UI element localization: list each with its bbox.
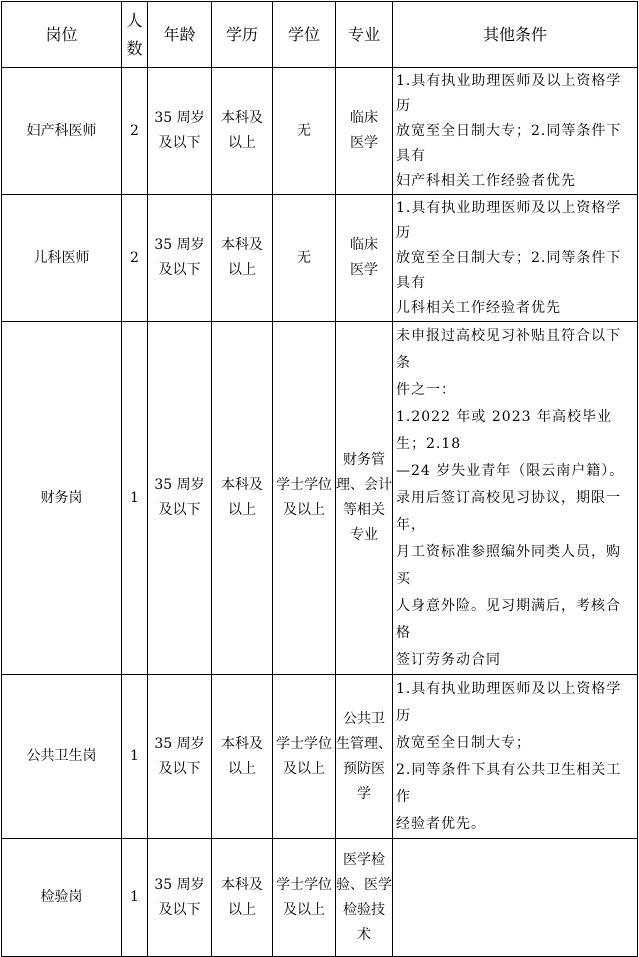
table-row xyxy=(2,322,638,675)
table-row xyxy=(2,839,638,957)
cell-major: 财务管 理、会计 等相关 专业 xyxy=(336,322,393,675)
cell-education: 本科及 以上 xyxy=(212,839,273,957)
cell-major: 医学检 验、医学 检验技 术 xyxy=(336,839,393,957)
condition-line: 1.2022 年或 2023 年高校毕业生；2.18 xyxy=(396,409,612,452)
condition-line: 1.具有执业助理医师及以上资格学历 xyxy=(396,73,622,114)
condition-line: 件之一： xyxy=(396,382,456,398)
cell-other-conditions xyxy=(393,322,638,675)
header-major: 专业 xyxy=(336,2,393,68)
cell-major: 临床 医学 xyxy=(336,68,393,195)
condition-line: 经验者优先。 xyxy=(396,816,486,832)
cell-count: 2 xyxy=(122,195,148,322)
cell-age: 35 周岁 及以下 xyxy=(148,675,212,839)
cell-major: 公共卫 生管理、 预防医 学 xyxy=(336,675,393,839)
cell-education: 本科及 以上 xyxy=(212,68,273,195)
cell-major: 临床 医学 xyxy=(336,195,393,322)
header-count: 人 数 xyxy=(122,2,148,68)
cell-post: 财务岗 xyxy=(2,322,122,675)
header-post: 岗位 xyxy=(2,2,122,68)
table-row xyxy=(2,675,638,839)
condition-line: 未申报过高校见习补贴且符合以下条 xyxy=(396,328,621,371)
cell-count: 1 xyxy=(122,839,148,957)
condition-line: 人身意外险。见习期满后，考核合格 xyxy=(396,598,621,641)
condition-line: —24 岁失业青年（限云南户籍）。 xyxy=(396,463,625,479)
cell-other-conditions xyxy=(393,675,638,839)
condition-line: 放宽至全日制大专； xyxy=(396,735,531,751)
condition-line: 儿科相关工作经验者优先 xyxy=(396,300,561,316)
table-row xyxy=(2,195,638,322)
cell-other-conditions xyxy=(393,839,638,957)
header-age: 年龄 xyxy=(148,2,212,68)
condition-line: 放宽至全日制大专；2.同等条件下具有 xyxy=(396,250,622,291)
cell-degree: 学士学位 及以上 xyxy=(273,675,336,839)
cell-education: 本科及 以上 xyxy=(212,675,273,839)
cell-age: 35 周岁 及以下 xyxy=(148,839,212,957)
cell-degree: 无 xyxy=(273,195,336,322)
header-row xyxy=(2,2,638,68)
cell-other-conditions xyxy=(393,68,638,195)
cell-degree: 学士学位 及以上 xyxy=(273,322,336,675)
cell-age: 35 周岁 及以下 xyxy=(148,68,212,195)
cell-post: 检验岗 xyxy=(2,839,122,957)
cell-education: 本科及 以上 xyxy=(212,195,273,322)
cell-degree: 无 xyxy=(273,68,336,195)
cell-post: 儿科医师 xyxy=(2,195,122,322)
condition-line: 签订劳务动合同 xyxy=(396,652,501,668)
header-other: 其他条件 xyxy=(393,2,638,68)
condition-line: 1.具有执业助理医师及以上资格学历 xyxy=(396,681,622,724)
cell-age: 35 周岁 及以下 xyxy=(148,195,212,322)
table-row xyxy=(2,68,638,195)
condition-line: 2.同等条件下具有公共卫生相关工作 xyxy=(396,762,622,805)
cell-post: 妇产科医师 xyxy=(2,68,122,195)
recruitment-table xyxy=(1,1,638,957)
header-education: 学历 xyxy=(212,2,273,68)
cell-age: 35 周岁 及以下 xyxy=(148,322,212,675)
cell-post: 公共卫生岗 xyxy=(2,675,122,839)
condition-line: 月工资标准参照编外同类人员，购买 xyxy=(396,544,621,587)
condition-line: 妇产科相关工作经验者优先 xyxy=(396,173,576,189)
cell-count: 1 xyxy=(122,675,148,839)
header-degree: 学位 xyxy=(273,2,336,68)
condition-line: 放宽至全日制大专；2.同等条件下具有 xyxy=(396,123,622,164)
cell-other-conditions xyxy=(393,195,638,322)
cell-education: 本科及 以上 xyxy=(212,322,273,675)
condition-line: 1.具有执业助理医师及以上资格学历 xyxy=(396,200,622,241)
condition-line: 录用后签订高校见习协议，期限一年， xyxy=(396,490,621,533)
cell-degree: 学士学位 及以上 xyxy=(273,839,336,957)
cell-count: 1 xyxy=(122,322,148,675)
cell-count: 2 xyxy=(122,68,148,195)
